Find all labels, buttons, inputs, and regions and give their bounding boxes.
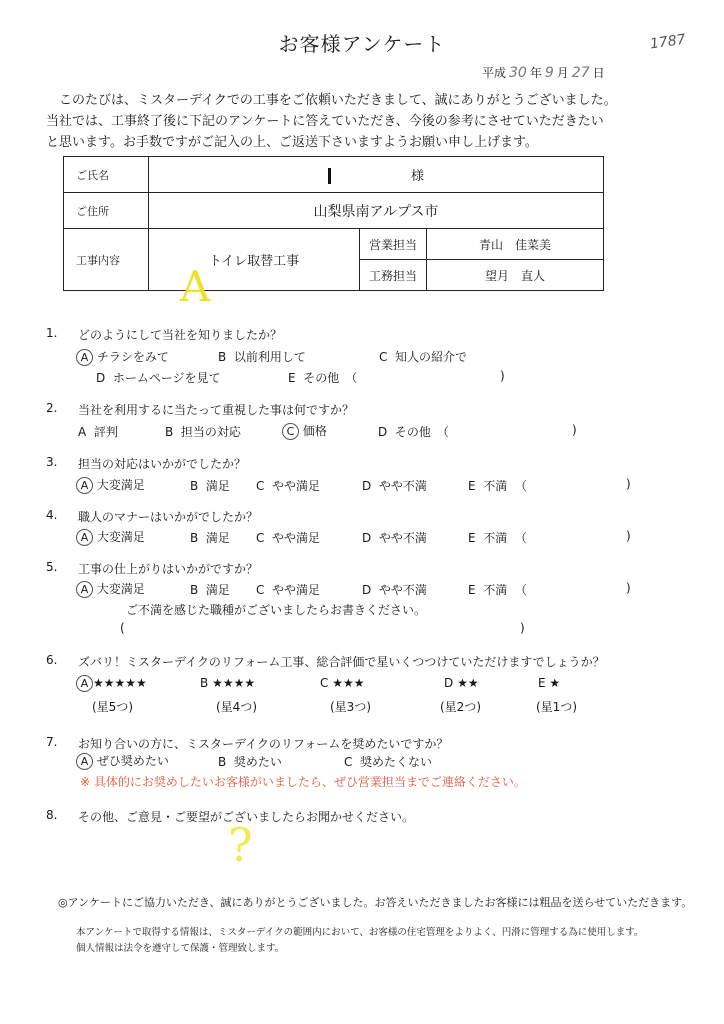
q1-b-key: B	[218, 350, 227, 364]
q2-option-c[interactable]	[282, 422, 327, 440]
q3-c-text: やや満足	[272, 479, 321, 493]
q3-b-text: 満足	[205, 479, 230, 493]
q6-option-c[interactable]	[320, 676, 365, 690]
q3-d-text: やや不満	[378, 479, 427, 493]
q7-a-text: ぜひ奨めたい	[96, 754, 169, 768]
date-day: 27	[571, 65, 590, 81]
q4-option-e[interactable]	[468, 529, 527, 546]
q7-c-text: 奨めたくない	[360, 755, 433, 769]
q5-a-circle: A	[76, 581, 93, 598]
q4-option-c[interactable]	[256, 529, 320, 546]
q6-a-circle: A	[76, 675, 93, 692]
q7-c-key: C	[344, 755, 353, 769]
q2-option-b[interactable]	[165, 423, 241, 440]
q5-option-e[interactable]	[468, 581, 527, 598]
q2-a-text: 評判	[93, 425, 118, 439]
q4-e-close: )	[626, 529, 631, 543]
q3-a-text: 大変満足	[96, 478, 145, 492]
q4-d-key: D	[362, 531, 372, 545]
q3-e-text: 不満	[483, 479, 508, 493]
q3-d-key: D	[362, 479, 372, 493]
q4-a-circle: A	[76, 529, 93, 546]
q7-b-text: 奨めたい	[233, 755, 282, 769]
q4-c-key: C	[256, 531, 265, 545]
q1-a-text: チラシをみて	[96, 350, 169, 364]
q5-d-text: やや不満	[378, 583, 427, 597]
q6-number: 6.	[46, 653, 58, 667]
q5-c-text: やや満足	[272, 583, 321, 597]
q4-option-b[interactable]	[190, 529, 230, 546]
q3-option-c[interactable]	[256, 477, 320, 494]
q6-d-key: D	[444, 676, 454, 690]
q1-e-key: E	[288, 371, 296, 385]
q3-text: 担当の対応はいかがでしたか？	[78, 457, 247, 471]
date-month: 9	[544, 65, 554, 81]
q2-a-key: A	[78, 425, 87, 439]
q7-option-b[interactable]	[218, 753, 282, 770]
document-number: 1787	[649, 31, 687, 53]
q6-b-sub: (星4つ)	[216, 700, 257, 714]
q3-b-key: B	[190, 479, 199, 493]
sales-value[interactable]: 青山 佳菜美	[427, 229, 604, 260]
q3-e-close: )	[626, 477, 631, 491]
q1-option-c[interactable]	[379, 348, 467, 365]
q1-b-text: 以前利用して	[233, 350, 306, 364]
q1-c-text: 知人の紹介で	[395, 350, 468, 364]
q2-d-text: その他 （	[394, 425, 449, 439]
q6-d-stars: ★★	[457, 676, 479, 690]
date-year: 30	[509, 65, 527, 81]
intro-text: このたびは、ミスターデイクでの工事をご依頼いただきまして、誠にありがとうございました。 当社では、工事終了後に下記のアンケートに答えていただき、今後の参考にさせていただきたい と思います。お手数ですがご記入の上、ご返送下さいますようお願い申し上げます。	[46, 93, 617, 150]
q4-d-text: やや不満	[378, 531, 427, 545]
q2-option-a[interactable]	[78, 423, 118, 440]
q1-c-key: C	[379, 350, 388, 364]
work-value[interactable]: トイレ取替工事	[149, 229, 360, 291]
q5-option-d[interactable]	[362, 581, 427, 598]
date-day-label: 日	[592, 66, 605, 80]
q2-d-close: )	[572, 423, 577, 437]
date-era: 平成	[482, 66, 507, 80]
q1-option-e[interactable]	[288, 369, 357, 386]
name-suffix: 様	[410, 168, 424, 184]
q7-option-a[interactable]	[76, 752, 169, 770]
q7-b-key: B	[218, 755, 227, 769]
q5-e-paren: （	[514, 583, 527, 597]
q5-paren-open: (	[120, 621, 125, 635]
q2-d-key: D	[378, 425, 388, 439]
q2-text: 当社を利用するに当たって重視した事は何ですか？	[78, 403, 355, 417]
q5-option-a[interactable]	[76, 580, 145, 598]
q6-e-key: E	[538, 676, 546, 690]
q6-text: ズバリ！ミスターデイクのリフォーム工事、総合評価で星いくつつけていただけますでしょうか？	[78, 655, 605, 669]
q6-c-key: C	[320, 676, 329, 690]
q4-a-text: 大変満足	[96, 530, 145, 544]
q5-c-key: C	[256, 583, 265, 597]
q6-a-sub: (星5つ)	[92, 700, 133, 714]
q1-e-text: その他 （	[303, 371, 358, 385]
q1-number: 1.	[46, 326, 58, 340]
q6-c-stars: ★★★	[332, 676, 365, 690]
q3-number: 3.	[46, 455, 58, 469]
customer-info-table	[63, 156, 604, 291]
q3-e-key: E	[468, 479, 476, 493]
handwritten-question-mark: ?	[228, 818, 253, 872]
q3-option-d[interactable]	[362, 477, 427, 494]
q4-text: 職人のマナーはいかがでしたか？	[78, 510, 259, 524]
q5-note: ご不満を感じた職種がございましたらお書きください。	[126, 603, 427, 617]
q1-e-close: )	[500, 369, 505, 383]
q7-a-circle: A	[76, 753, 93, 770]
q4-c-text: やや満足	[272, 531, 321, 545]
q5-e-key: E	[468, 583, 476, 597]
q1-option-b[interactable]	[218, 348, 306, 365]
footer-privacy: 本アンケートで取得する情報は、ミスターデイクの範囲内において、お客様の住宅管理をよりよく、円滑に管理する為に使用します。 個人情報は法令を遵守して保護・管理致します。	[76, 927, 644, 954]
q5-b-text: 満足	[205, 583, 230, 597]
q5-paren-close: )	[520, 621, 525, 635]
q3-a-circle: A	[76, 477, 93, 494]
q1-option-a[interactable]	[76, 348, 169, 366]
q4-b-key: B	[190, 531, 199, 545]
q5-option-c[interactable]	[256, 581, 320, 598]
date-line	[482, 64, 605, 81]
page-title: お客様アンケート	[278, 32, 446, 56]
q3-e-paren: （	[514, 479, 527, 493]
q6-a-stars: ★★★★★	[93, 676, 147, 690]
q7-note: ※ 具体的にお奨めしたいお客様がいましたら、ぜひ営業担当までご連絡ください。	[80, 775, 526, 789]
q4-option-a[interactable]	[76, 528, 145, 546]
q3-option-a[interactable]	[76, 476, 145, 494]
q4-e-key: E	[468, 531, 476, 545]
q5-option-b[interactable]	[190, 581, 230, 598]
q5-number: 5.	[46, 560, 58, 574]
q6-option-e[interactable]	[538, 676, 560, 690]
address-label: ご住所	[64, 193, 149, 229]
q4-e-paren: （	[514, 531, 527, 545]
engineer-value[interactable]: 望月 直人	[427, 260, 604, 291]
q4-e-text: 不満	[483, 531, 508, 545]
q1-a-circle: A	[76, 349, 93, 366]
q2-c-text: 価格	[302, 424, 327, 438]
footer-thanks: ◎アンケートにご協力いただき、誠にありがとうございました。お答えいただきましたお客様には粗品を送らせていただきます。	[58, 896, 693, 909]
name-label: ご氏名	[64, 157, 149, 193]
q2-b-key: B	[165, 425, 174, 439]
q8-text: その他、ご意見・ご要望がございましたらお聞かせください。	[78, 810, 415, 824]
redaction-mark	[328, 168, 331, 184]
q6-e-stars: ★	[549, 676, 561, 690]
q5-e-close: )	[626, 581, 631, 595]
date-month-label: 月	[556, 66, 569, 80]
q3-option-e[interactable]	[468, 477, 527, 494]
name-cell[interactable]	[149, 157, 604, 193]
q6-option-d[interactable]	[444, 676, 479, 690]
q5-b-key: B	[190, 583, 199, 597]
q6-option-b[interactable]	[200, 676, 255, 690]
q5-d-key: D	[362, 583, 372, 597]
q2-b-text: 担当の対応	[180, 425, 241, 439]
q3-c-key: C	[256, 479, 265, 493]
q7-option-c[interactable]	[344, 753, 432, 770]
q8-number: 8.	[46, 808, 58, 822]
q5-text: 工事の仕上がりはいかがですか？	[78, 562, 259, 576]
q6-c-sub: (星3つ)	[330, 700, 371, 714]
q7-number: 7.	[46, 735, 58, 749]
q6-b-stars: ★★★★	[212, 676, 256, 690]
q5-a-text: 大変満足	[96, 582, 145, 596]
q6-d-sub: (星2つ)	[440, 700, 481, 714]
sales-label: 営業担当	[360, 229, 427, 260]
q6-e-sub: (星1つ)	[536, 700, 577, 714]
address-value[interactable]: 山梨県南アルプス市	[149, 193, 604, 229]
q2-option-d[interactable]	[378, 423, 449, 440]
work-label: 工事内容	[64, 229, 149, 291]
q1-text: どのようにして当社を知りましたか？	[78, 328, 283, 342]
q5-e-text: 不満	[483, 583, 508, 597]
q4-b-text: 満足	[205, 531, 230, 545]
q6-option-a[interactable]	[76, 675, 147, 692]
q2-number: 2.	[46, 401, 58, 415]
q3-option-b[interactable]	[190, 477, 230, 494]
q4-option-d[interactable]	[362, 529, 427, 546]
q6-b-key: B	[200, 676, 209, 690]
q1-d-key: D	[96, 371, 106, 385]
date-year-label: 年	[529, 66, 542, 80]
handwritten-a-mark: A	[180, 262, 211, 311]
engineer-label: 工務担当	[360, 260, 427, 291]
q1-d-text: ホームページを見て	[112, 371, 221, 385]
q7-text: お知り合いの方に、ミスターデイクのリフォームを奨めたいですか？	[78, 737, 449, 751]
q1-option-d[interactable]	[96, 369, 221, 386]
q2-c-circle: C	[282, 423, 299, 440]
q4-number: 4.	[46, 508, 58, 522]
